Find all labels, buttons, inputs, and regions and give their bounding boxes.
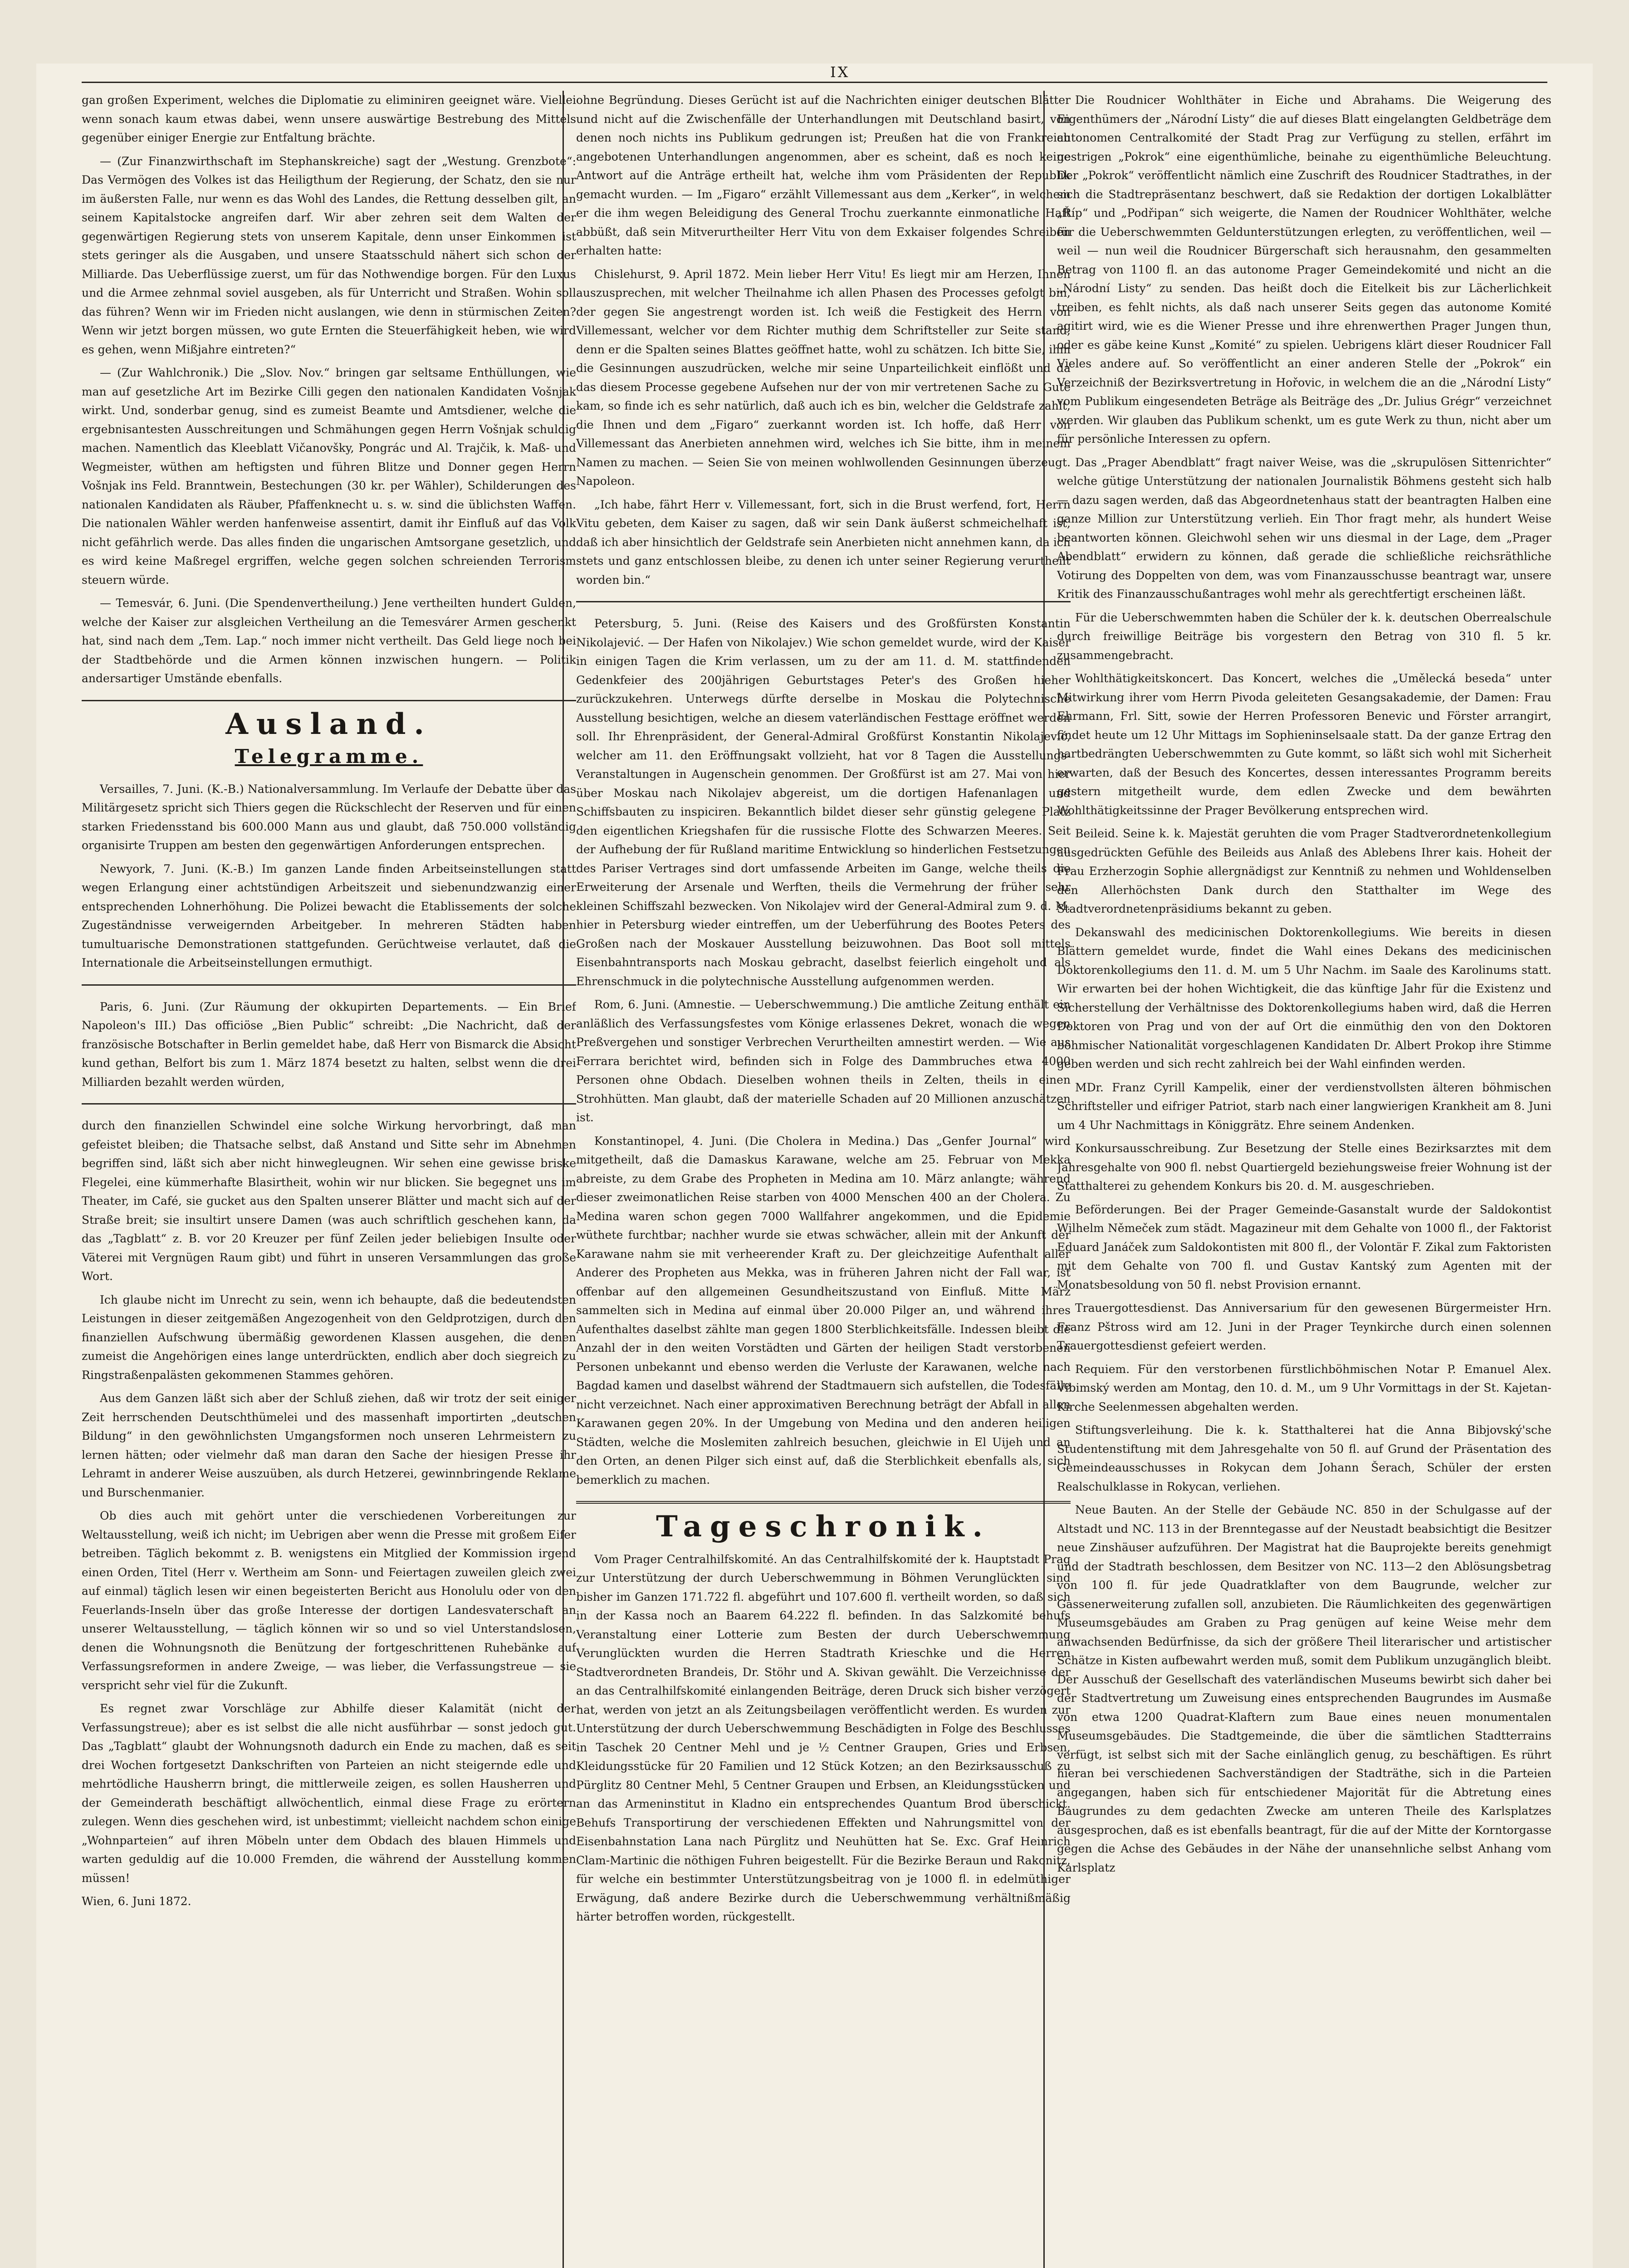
article-paragraph: Ob dies auch mit gehört unter die verschiedenen Vorbereitungen zur Weltausstellung, weiß ich nicht; im Uebrigen aber wenn die Presse mit großem Eifer betreiben. Täglich bekommt z. B. wenigstens ein Mitglied der Kommission irgend einen Orden, Titel (Herr v. Wertheim am Sonn- und Feiertagen zuweilen gleich zwei auf einmal) täglich lesen wir einen begeisterten Bericht aus Honolulu oder von den Feuerlands-Inseln über das große Interesse der dortigen Landesvaterschaft an unserer Weltausstellung, — täglich können wir so und so viel Unterstandslosen, denen die Wohnungsnoth die Benützung der fortgeschrittenen Ruhebänke auf Verfassungsreformen in andere Zweige, — was lieber, die Verfassungstreue — sie verspricht sehr viel für die Zukunft. — [82, 1509, 576, 1692]
article-paragraph: Es regnet zwar Vorschläge zur Abhilfe dieser Kalamität (nicht der Verfassungstreue); aber es ist selbst die alle nicht ausführbar — sonst jedoch gut. Das „Tagblatt“ glaubt der Wohnungsnoth dadurch ein Ende zu machen, daß es seit drei Wochen fortgesetzt Dankschriften von Parteien an nicht steigernde edle und mehrtödliche Hausherrn bringt, die mittlerweile zeigen, es sollen Hausherren und der Gemeinderath beschäftigt allwöchentlich, einmal diese Frage zu erörtern zulegen. Wenn dies geschehen wird, ist unbestimmt; vielleicht nachdem schon einige „Wohnparteien“ auf ihren Möbeln unter dem Obdach des blauen Himmels und warten geduldig auf die 10.000 Fremden, die während der Ausstellung kommen müssen! — [82, 1702, 576, 1885]
article-paragraph: — (Zur Finanzwirthschaft im Stephanskreiche) sagt der „Westung. Grenzbote“: Das Vermögen des Volkes ist das Heiligthum der Regierung, der Schatz, den sie nur im äußersten Falle, nur wenn es das Wohl des Landes, die Rettung desselben gilt, an seinem Kapitalstocke angreifen darf. Wir aber zehren seit dem Walten der gegenwärtigen Regierung stets von unserem Kapitale, denn unser Einkommen ist stets geringer als die Ausgaben, und unsere Staatsschuld nähert sich schon der Milliarde. Das Ueberflüssige zuerst, um für das Nothwendige borgen. Für den Luxus und die Armee zehnmal soviel ausgeben, als für Unterricht und Straßen. Wohin soll das führen? Wenn wir im Frieden nicht auslangen, wie denn in stürmischen Zeiten? Wenn wir jetzt borgen müssen, wo gute Ernten die Steuerfähigkeit heben, wie wird es gehen, wenn Mißjahre eintreten?“ — [82, 154, 576, 356]
news-item: Die Roudnicer Wohlthäter in Eiche und Abrahams. Die Weigerung des Eigenthümers der „Národní Listy“ die auf dieses Blatt eingelangten Geldbeträge dem autonomen Centralkomité der Stadt Prag zur Verfügung zu stellen, erfährt im gestrigen „Pokrok“ eine eigenthümliche, beinahe zu eigenthümliche Beleuchtung. Der „Pokrok“ veröffentlicht nämlich eine Zuschrift des Roudnicer Stadtrathes, in der sich die Stadtrepräsentanz beschwert, daß sie Redaktion der dortigen Lokalblätter „Říp“ und „Podřipan“ sich weigerte, die Namen der Roudnicer Wohlthäter, welche für die Ueberschwemmten Geldunterstützungen erlegten, zu veröffentlichen, weil — weil — nun weil die Roudnicer Bürgerschaft sich herausnahm, den gesammelten Betrag von 1100 fl. an das autonome Prager Gemeindekomité und nicht an die „Národní Listy“ zu senden. Das heißt doch die Eitelkeit bis zur Lächerlichkeit treiben, es fehlt nichts, als daß nach unserer Seits gegen das autonome Komité agitirt wird, wie es die Wiener Presse und ihre ehrenwerthen Prager Jungen thun, oder es gäbe keine Kunst „Komité“ zu spielen. Uebrigens klärt dieser Roudnicer Fall Vieles andere auf. So veröffentlicht an einer anderen Stelle der „Pokrok“ ein Verzeichniß der Bezirksvertretung in Hořovic, in welchem die an die „Národní Listy“ vom Publikum eingesendeten Beträge als Beiträge des „Dr. Julius Grégr“ verzeichnet werden. Wir glauben das Publikum schenkt, um es gute Werk zu thun, nicht aber um für persönliche Interessen zu opfern. — [1057, 93, 1551, 445]
section-divider — [82, 700, 576, 701]
article-paragraph: Paris, 6. Juni. (Zur Räumung der okkupirten Departements. — Ein Brief Napoleon's III.) Das officiöse „Bien Public“ schreibt: „Die Nachricht, daß der französische Botschafter in Berlin gemeldet habe, daß Herr von Bismarck die Absicht kund gethan, Belfort bis zum 1. März 1874 besetzt zu halten, selbst wenn die drei Milliarden bezahlt werden würden, — [82, 1000, 576, 1089]
article-paragraph: Rom, 6. Juni. (Amnestie. — Ueberschwemmung.) Die amtliche Zeitung enthält ein anläßlich des Verfassungsfestes vom Könige erlassenes Dekret, wonach die wegen Preßvergehen und sonstiger Verbrechen Verurtheilten amnestirt werden. — Wie aus Ferrara berichtet wird, befinden sich in Folge des Dammbruches etwa 4000 Personen ohne Obdach. Dieselben wohnen theils in Zelten, theils in einen Strohhütten. Man glaubt, daß der materielle Schaden auf 20 Millionen anzuschätzen ist. — [576, 998, 1071, 1124]
news-item: Das „Prager Abendblatt“ fragt naiver Weise, was die „skrupulösen Sittenrichter“ welche gütige Unterstützung der nationalen Journalistik Böhmens gesteht sich halb — dazu sagen werden, daß das Abgeordnetenhaus statt der beantragten Halben eine ganze Million zur Unterstützung verlieh. Ein Thor fragt mehr, als hundert Weise beantworten können. Gleichwohl sehen wir uns diesmal in der Lage, dem „Prager Abendblatt“ erwidern zu können, daß gerade die schließliche reichsräthliche Votirung des Doppelten von dem, was vom Finanzausschusse beantragt war, unsere Kritik des Finanzausschußantrages wohl mehr als gerechtfertigt erscheinen läßt. — [1057, 455, 1551, 601]
newspaper-page — [36, 64, 1593, 2268]
telegram-item: Newyork, 7. Juni. (K.-B.) Im ganzen Lande finden Arbeitseinstellungen statt wegen Erlangung einer achtstündigen Arbeitszeit und siebenundzwanzig einer entsprechenden Lohnerhöhung. Die Polizei bewacht die Etablissements der solche Zugeständnisse verweigernden Arbeitgeber. In mehreren Städten haben tumultuarische Demonstrationen stattgefunden. Gerüchtweise verlautet, daß die Internationale die Arbeitseinstellungen ermuthigt. — [82, 862, 576, 969]
article-paragraph: gan großen Experiment, welches die Diplomatie zu eliminiren geeignet wäre. Viellei wenn sonach kaum etwas dabei, wenn unsere auswärtige Bestrebung des Mittels gegenüber einiger Energie zur Entfaltung brächte. — [82, 93, 576, 144]
article-paragraph: — (Zur Wahlchronik.) Die „Slov. Nov.“ bringen gar seltsame Enthüllungen, wie man auf gesetzliche Art im Bezirke Cilli gegen den nationalen Kandidaten Vošnjak wirkt. Und, sonderbar genug, sind es zumeist Beamte und Amtsdiener, welche die ergebnisantesten Ausschreitungen und Schmähungen gegen Herrn Vošnjak schuldig machen. Namentlich das Kleeblatt Vičanovšky, Pongrác und Al. Trajčik, k. Maß- und Wegmeister, wüthen am heftigsten und führen Blitze und Donner gegen Herrn Vošnjak ins Feld. Branntwein, Bestechungen (30 kr. per Wähler), Schilderungen des nationalen Kandidaten als Räuber, Pfaffenknecht u. s. w. sind die üblichsten Waffen. Die nationalen Wähler werden hanfenweise assentirt, damit ihr Einfluß auf das Volk nicht gefährlich werde. Das alles finden die ungarischen Amtsorgane gesetzlich, und es wird keine Maßregel ergriffen, welche gegen solchen schreienden Terrorism steuern würde. — [82, 366, 576, 587]
column-2 — [576, 91, 1071, 2268]
article-paragraph: ohne Begründung. Dieses Gerücht ist auf die Nachrichten einiger deutschen Blätter und nicht auf die Zwischenfälle der Unterhandlungen mit Deutschland basirt, von denen noch nichts ins Publikum gedrungen ist; Preußen hat die von Frankreich angebotenen Unterhandlungen angenommen, aber es scheint, daß es noch keine Antwort auf die Anträge ertheilt hat, welche ihm vom Präsidenten der Republik gemacht wurden. — Im „Figaro“ erzählt Villemessant aus dem „Kerker“, in welchem er die ihm wegen Beleidigung des General Trochu zuerkannte einmonatliche Haft abbüßt, daß sein Mitverurtheilter Herr Vitu von dem Exkaiser folgendes Schreiben erhalten hatte: — [576, 93, 1071, 257]
subheading-telegramme: Telegramme. — [235, 745, 423, 767]
article-paragraph: Aus dem Ganzen läßt sich aber der Schluß ziehen, daß wir trotz der seit einiger Zeit herrschenden Deutschthümelei und des massenhaft importirten „deutschen Bildung“ in den gewöhnlichsten Umgangsformen noch unseren Lehrmeistern zu lernen hätten; oder vielmehr daß man daran den Sache der hiesigen Presse ihr Lehramt in anderer Weise auszuüben, als durch Hetzerei, gewinnbringende Reklame und Burschenmanier. — [82, 1392, 576, 1499]
section-divider — [82, 984, 576, 986]
section-heading-tageschronik: Tageschronik. — [656, 1510, 991, 1544]
news-item: Beförderungen. Bei der Prager Gemeinde-Gasanstalt wurde der Saldokontist Wilhelm Němeček zum städt. Magazineur mit dem Gehalte von 1000 fl., der Faktorist Eduard Janáček zum Saldokontisten mit 800 fl., der Volontär F. Zikal zum Faktoristen mit dem Gehalte von 700 fl. und Gustav Kantský zum Agenten mit der Monatsbesoldung von 50 fl. nebst Provision ernannt. — [1057, 1202, 1551, 1291]
column-3 — [1057, 91, 1551, 2268]
news-item: MDr. Franz Cyrill Kampelik, einer der verdienstvollsten älteren böhmischen Schriftsteller und eifriger Patriot, starb nach einer langwierigen Krankheit am 8. Juni um 4 Uhr Nachmittags in Königgrätz. Ehre seinem Andenken. — [1057, 1080, 1551, 1132]
article-paragraph: Petersburg, 5. Juni. (Reise des Kaisers und des Großfürsten Konstantin Nikolajević. — Der Hafen von Nikolajev.) Wie schon gemeldet wurde, wird der Kaiser in einigen Tagen die Krim verlassen, um zu der am 11. d. M. stattfindenden Gedenkfeier des 200jährigen Geburtstages Peter's des Großen hieher zurückzukehren. Unterwegs dürfte derselbe in Moskau die Polytechnische Ausstellung besichtigen, welche an diesem vaterländischen Festtage eröffnet werden soll. Ihr Ehrenpräsident, der General-Admiral Großfürst Konstantin Nikolajević, welcher am 11. den Eröffnungsakt vollzieht, hat vor 8 Tagen die Ausstellungs-Veranstaltungen in Augenschein genommen. Der Großfürst ist am 27. Mai von hier über Moskau nach Nikolajev abgereist, um die dortigen Hafenanlagen und Schiffsbauten zu inspiciren. Bekanntlich bildet dieser sehr günstig gelegene Platz den eigentlichen Kriegshafen für die russische Flotte des Schwarzen Meeres. Seit der Aufhebung der für Rußland maritime Entwicklung so hinderlichen Festsetzungen des Pariser Vertrages sind dort umfassende Arbeiten im Gange, welche theils die Erweiterung der Arsenale und Werften, theils die Vermehrung der früher sehr kleinen Schiffszahl bezwecken. Von Nikolajev wird der General-Admiral zum 9. d. M. hier in Petersburg wieder eintreffen, um der Ueberführung des Bootes Peters des Großen nach der Moskauer Ausstellung beizuwohnen. Das Boot soll mittels Eisenbahntransports nach Moskau gebracht, daselbst feierlich eingeholt und als Ehrenschmuck in die polytechnische Ausstellung aufgenommen werden. — [576, 617, 1071, 988]
news-item: Wohlthätigkeitskoncert. Das Koncert, welches die „Umělecká beseda“ unter Mitwirkung ihrer vom Herrn Pivoda geleiteten Gesangsakademie, der Damen: Frau Ehrmann, Frl. Sitt, sowie der Herren Professoren Benevic und Förster arrangirt, findet heute um 12 Uhr Mittags im Sophieninselsaale statt. Da der ganze Ertrag den hartbedrängten Ueberschwemmten zu Gute kommt, so läßt sich wohl mit Sicherheit erwarten, daß der Besuch des Koncertes, dessen interessantes Programm bereits gestern mitgetheilt wurde, dem edlen Zwecke und dem bewährten Wohlthätigkeitssinne der Prager Bevölkerung entsprechen wird. — [1057, 672, 1551, 817]
section-divider — [576, 1501, 1071, 1504]
article-paragraph: Konstantinopel, 4. Juni. (Die Cholera in Medina.) Das „Genfer Journal“ wird mitgetheilt, daß die Damaskus Karawane, welche am 25. Februar von Mekka abreiste, zu dem Grabe des Propheten in Medina am 10. März anlangte; während dieser zweimonatlichen Reise starben von 4000 Menschen 400 an der Cholera. Zu Medina waren schon gegen 7000 Wallfahrer angekommen, und die Epidemie wüthete furchtbar; nachher wurde sie etwas schwächer, allein mit der Ankunft der Karawane nahm sie mit verheerender Kraft zu. Der gleichzeitige Aufenthalt aller Anderer des Propheten aus Mekka, was in früheren Jahren nicht der Fall war, ist offenbar auf den allgemeinen Gesundheitszustand von Einfluß. Mitte März sammelten sich in Medina auf einmal über 20.000 Pilger an, und während ihres Aufenthaltes daselbst zählte man gegen 1800 Sterblichkeitsfälle. Indessen bleibt die Anzahl der in den weiten Vorstädten und Gärten der heiligen Stadt verstorbenen Personen unbekannt und ebenso werden die Verluste der Karawanen, welche nach Bagdad kamen und daselbst während der Stadtmauern sich aufstellen, die Todesfälle nicht verzeichnet. Nach einer approximativen Berechnung beträgt der Abfall in allen Karawanen gegen 20%. In der Umgebung von Medina und den anderen heiligen Städten, welche die Moslemiten zahlreich besuchen, gleichwie in El Uijeh und an den Orten, an denen Pilger sich einst auf, daß die Sterblichkeit ebenfalls als, sich bemerklich zu machen. — [576, 1134, 1071, 1486]
article-paragraph: „Ich habe, fährt Herr v. Villemessant, fort, sich in die Brust werfend, fort, Herrn Vitu gebeten, dem Kaiser zu sagen, daß wir sein Dank äußerst schmeichelhaft ist, daß ich aber hinsichtlich der Geldstrafe sein Anerbieten nicht annehmen kann, da ich stets und ganz entschlossen bleibe, zu denen ich unter seiner Regierung verurtheilt worden bin.“ — [576, 498, 1071, 587]
news-item: Dekanswahl des medicinischen Doktorenkollegiums. Wie bereits in diesen Blättern gemeldet wurde, findet die Wahl eines Dekans des medicinischen Doktorenkollegiums den 11. d. M. um 5 Uhr Nachm. im Saale des Karolinums statt. Wir erwarten bei der hohen Wichtigkeit, die das künftige Jahr für die Existenz und Sicherstellung der Verhältnisse des Doktorenkollegiums haben wird, daß die Herren Doktoren von Prag und von der auf Ort die einmüthig den von den Doktoren böhmischer Nationalität vorgeschlagenen Kandidaten Dr. Albert Prokop ihre Stimme geben werden und sich recht zahlreich bei der Wahl einfinden werden. — [1057, 925, 1551, 1070]
letter-quote: Chislehurst, 9. April 1872. Mein lieber Herr Vitu! Es liegt mir am Herzen, Ihnen auszusprechen, mit welcher Theilnahme ich allen Phasen des Processes gefolgt bin, der gegen Sie angestrengt worden ist. Ich weiß die Festigkeit des Herrn von Villemessant, welcher vor dem Richter muthig dem Schriftsteller zur Seite stand, denn er die Spalten seines Blattes geöffnet hatte, wohl zu schätzen. Ich bitte Sie, ihm die Gesinnungen auszudrücken, welche mir seine Unparteilichkeit einflößt und da das diesem Processe gegebene Aufsehen nur der von mir vertretenen Sache zu Gute kam, so finde ich es sehr natürlich, daß auch ich es bin, welcher die Geldstrafe zahlt, die Ihnen und dem „Figaro“ zuerkannt worden ist. Ich hoffe, daß Herr von Villemessant das Anerbieten annehmen wird, welches ich Sie bitte, ihm in meinem Namen zu machen. — Seien Sie von meinen wohlwollenden Gesinnungen überzeugt. Napoleon. — [576, 267, 1071, 488]
column-1 — [82, 91, 576, 2268]
news-item: Trauergottesdienst. Das Anniversarium für den gewesenen Bürgermeister Hrn. Franz Pštross wird am 12. Juni in der Prager Teynkirche durch einen solennen Trauergottesdienst gefeiert werden. — [1057, 1301, 1551, 1352]
news-item: Neue Bauten. An der Stelle der Gebäude NC. 850 in der Schulgasse auf der Altstadt und NC. 113 in der Brenntegasse auf der Neustadt beabsichtigt die Besitzer neue Zinshäuser aufzuführen. Der Magistrat hat die Bauprojekte bereits genehmigt und der Stadtrath beschlossen, dem Besitzer von NC. 113—2 den Ablösungsbetrag von 100 fl. für jede Quadratklafter von dem Baugrunde, welcher zur Gassenerweiterung zufallen soll, anzubieten. Die Räumlichkeiten des gegenwärtigen Museumsgebäudes am Graben zu Prag genügen auf keine Weise mehr dem anwachsenden Bedürfnisse, da sich der größere Theil literarischer und artistischer Schätze in Kisten aufbewahrt werden muß, somit dem Publikum unzugänglich bleibt. Der Ausschuß der Gesellschaft des vaterländischen Museums bewirbt sich daher bei der Stadtvertretung um Zuweisung eines entsprechenden Baugrundes im Ausmaße von etwa 1200 Quadrat-Klaftern zum Baue eines neuen monumentalen Museumsgebäudes. Die Stadtgemeinde, die über die sämtlichen Stadtterrains verfügt, ist selbst sich mit der Sache einlänglich genug, zu beschäftigen. Es rührt hieran bei verschiedenen Sachverständigen der Stadträthe, sich in die Parteien angegangen, haben sich für entschiedener Majorität für die Abtretung eines Baugrundes zu dem gedachten Zwecke am unteren Theile des Karlsplatzes ausgesprochen, daß es ist ebenfalls beantragt, für die auf der Mitte der Korntorgasse gegen die Achse des Gebäudes in der Nähe der unansehnliche selbst Anhang vom Karlsplatz — [1057, 1503, 1551, 1874]
section-divider — [576, 601, 1071, 602]
news-item: Für die Ueberschwemmten haben die Schüler der k. k. deutschen Oberrealschule durch freiwillige Beiträge bis vorgestern den Betrag von 310 fl. 5 kr. zusammengebracht. — [1057, 611, 1551, 662]
news-item: Requiem. Für den verstorbenen fürstlichböhmischen Notar P. Emanuel Alex. Vibimský werden am Montag, den 10. d. M., um 9 Uhr Vormittags in der St. Kajetan-Kirche Seelenmessen abgehalten werden. — [1057, 1362, 1551, 1413]
page-folio: IX — [830, 64, 850, 81]
telegram-item: Versailles, 7. Juni. (K.-B.) Nationalversammlung. Im Verlaufe der Debatte über das Militärgesetz spricht sich Thiers gegen die Rückschlecht der Reserven und für einen starken Friedensstand bis 600.000 Mann aus und glaubt, daß 750.000 vollständig organisirte Truppen am besten den gegenwärtigen Anforderungen entsprechen. — [82, 782, 576, 852]
section-divider — [82, 1103, 576, 1105]
news-item: Konkursausschreibung. Zur Besetzung der Stelle eines Bezirksarztes mit dem Jahresgehalte von 900 fl. nebst Quartiergeld beziehungsweise freier Wohnung ist der Statthalterei zu gehendem Konkurs bis 20. d. M. ausgeschrieben. — [1057, 1142, 1551, 1193]
section-heading-ausland: Ausland. — [225, 707, 432, 741]
dateline-signature: Wien, 6. Juni 1872. — [82, 1895, 191, 1908]
article-paragraph: durch den finanziellen Schwindel eine solche Wirkung hervorbringt, daß man gefeistet bleiben; die Thatsache selbst, daß Anstand und Sitte sehr im Abnehmen begriffen sind, läßt sich aber nicht hinwegleugnen. Wir sehen eine gewisse briske Flegelei, eine kümmerhafte Blasirtheit, wohin wir nur blicken. Sie begegnet uns im Theater, im Café, sie gucket aus den Spalten unserer Blätter und macht sich auf der Straße breit; sie insultirt unsere Damen (was auch schriftlich geschehen kann, da das „Tagblatt“ z. B. vor 20 Kreuzer per fünf Zeilen jeder beliebigen Insulte oder Väterei mit Vergnügen Raum gibt) und führt in unseren Versammlungen das große Wort. — [82, 1119, 576, 1283]
article-paragraph: Vom Prager Centralhilfskomité. An das Centralhilfskomité der k. Hauptstadt Prag zur Unterstützung der durch Ueberschwemmung in Böhmen Verunglückten sind bisher im Ganzen 171.722 fl. abgeführt und 107.600 fl. vertheilt worden, so daß sich in der Kassa noch an Baarem 64.222 fl. befinden. In das Salzkomité behufs Veranstaltung einer Lotterie zum Besten der durch Ueberschwemmung Verunglückten wurden die Herren Stadtrath Krieschke und die Herren Stadtverordneten Brandeis, Dr. Stöhr und A. Skivan gewählt. Die Verzeichnisse der an das Centralhilfskomité einlangenden Beiträge, deren Druck sich bisher verzögert hat, werden von jetzt an als Zeitungsbeilagen veröffentlicht werden. Es wurden zur Unterstützung der durch Ueberschwemmung Beschädigten in Folge des Beschlusses in Taschek 20 Centner Mehl und je ½ Centner Graupen, Gries und Erbsen, Kleidungsstücke für 20 Familien und 12 Stück Kotzen; an den Bezirksausschuß zu Pürglitz 80 Centner Mehl, 5 Centner Graupen und Erbsen, an Kleidungsstücken und an das Armeninstitut in Kladno ein entsprechendes Quantum Brod überschickt. Behufs Transportirung der verschiedenen Effekten und Nahrungsmittel von der Eisenbahnstation Lana nach Pürglitz und Neuhütten hat Se. Exc. Graf Heinrich Clam-Martinic die nöthigen Fuhren beigestellt. Für die Bezirke Beraun und Rakonitz, für welche ein bestimmter Unterstützungsbeitrag von je 1000 fl. in edelmüthiger Erwägung, daß andere Bezirke durch die Ueberschwemmung verhältnißmäßig härter betroffen worden, rückgestellt. — [576, 1552, 1071, 1923]
article-paragraph: — Temesvár, 6. Juni. (Die Spendenvertheilung.) Jene vertheilten hundert Gulden, welche der Kaiser zur alsgleichen Vertheilung an die Temesvárer Armen geschenkt hat, sind nach dem „Tem. Lap.“ noch immer nicht vertheilt. Das Geld liege noch bei der Stadtbehörde und die Armen können inzwischen hungern. — Politik andersartiger Umstände ebenfalls. — [82, 596, 576, 685]
news-item: Stiftungsverleihung. Die k. k. Statthalterei hat die Anna Bibjovský'sche Studentenstiftung mit dem Jahresgehalte von 50 fl. auf Grund der Präsentation des Gemeindeausschusses in Rokycan dem Johann Šerach, Schüler der ersten Realschulklasse in Rokycan, verliehen. — [1057, 1423, 1551, 1493]
article-paragraph: Ich glaube nicht im Unrecht zu sein, wenn ich behaupte, daß die bedeutendsten Leistungen in dieser zeitgemäßen Angezogenheit von den Geldprotzigen, durch den finanziellen Aufschwung übermäßig gewordenen Klassen ausgehen, die denen zumeist die Angehörigen eines lange unterdrückten, endlich aber doch siegreich zu Ringstraßenpalästen gekommenen Stammes gehören. — [82, 1293, 576, 1382]
news-item: Beileid. Seine k. k. Majestät geruhten die vom Prager Stadtverordnetenkollegium ausgedrückten Gefühle des Beileids aus Anlaß des Ablebens Ihrer kais. Hoheit der Frau Erzherzogin Sophie allergnädigst zur Kenntniß zu nehmen und Wohldenselben den Allerhöchsten Dank durch den Statthalter im Wege des Stadtverordnetenpräsidiums bekannt zu geben. — [1057, 827, 1551, 915]
top-rule — [82, 82, 1547, 83]
